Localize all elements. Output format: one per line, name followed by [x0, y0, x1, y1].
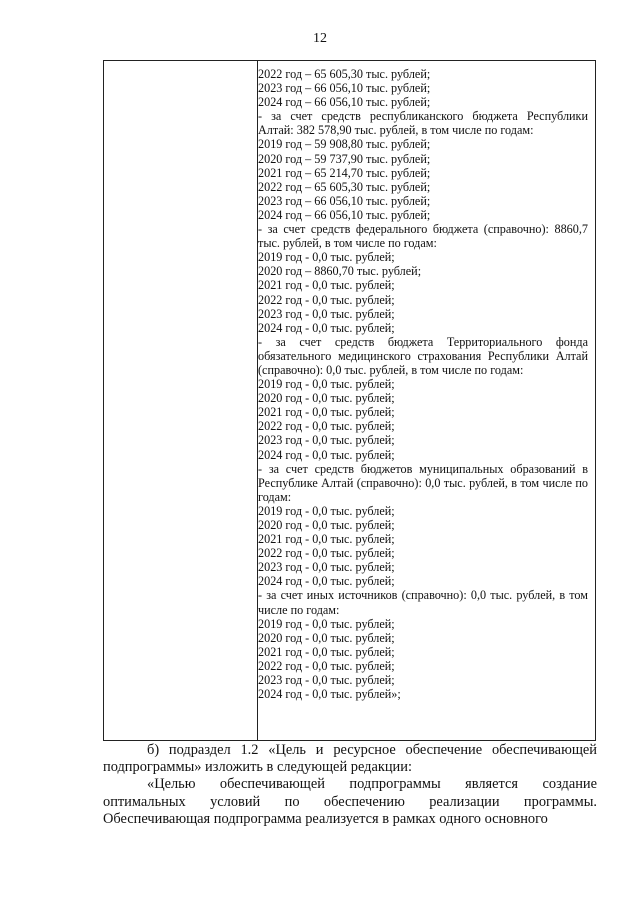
republican-budget-heading: - за счет средств республиканского бюджета Республики Алтай: 382 578,90 тыс. рублей, в том числе по годам:: [258, 109, 588, 138]
oms-line: 2023 год - 0,0 тыс. рублей;: [258, 433, 395, 448]
other-line: 2022 год - 0,0 тыс. рублей;: [258, 658, 395, 673]
other-line: 2023 год - 0,0 тыс. рублей;: [258, 673, 395, 688]
oms-line: 2022 год - 0,0 тыс. рублей;: [258, 419, 395, 434]
funding-table: [103, 60, 596, 741]
paragraph-goal: «Целью обеспечивающей подпрограммы является создание оптимальных условий по обеспечению реализации программы. Обеспечивающая подпрограмма реализуется в рамках одного основного: [103, 776, 597, 827]
other-sources-heading: - за счет иных источников (справочно): 0,0 тыс. рублей, в том числе по годам:: [258, 588, 588, 617]
table-line: 2024 год – 66 056,10 тыс. рублей;: [258, 95, 431, 110]
table-right-column: [258, 67, 588, 701]
federal-line: 2019 год - 0,0 тыс. рублей;: [258, 250, 395, 265]
paragraph-subsection: б) подраздел 1.2 «Цель и ресурсное обеспечение обеспечивающей подпрограммы» изложить в следующей редакции:: [103, 742, 597, 776]
republican-line: 2024 год – 66 056,10 тыс. рублей;: [258, 207, 431, 222]
republican-line: 2021 год – 65 214,70 тыс. рублей;: [258, 165, 431, 180]
federal-line: 2022 год - 0,0 тыс. рублей;: [258, 292, 395, 307]
other-line: 2019 год - 0,0 тыс. рублей;: [258, 616, 395, 631]
other-line: 2021 год - 0,0 тыс. рублей;: [258, 644, 395, 659]
republican-line: 2019 год – 59 908,80 тыс. рублей;: [258, 137, 431, 152]
federal-line: 2023 год - 0,0 тыс. рублей;: [258, 306, 395, 321]
federal-line: 2020 год – 8860,70 тыс. рублей;: [258, 264, 422, 279]
page-number: 12: [313, 31, 327, 46]
municipal-line: 2021 год - 0,0 тыс. рублей;: [258, 532, 395, 547]
republican-line: 2022 год – 65 605,30 тыс. рублей;: [258, 179, 431, 194]
table-line: 2023 год – 66 056,10 тыс. рублей;: [258, 81, 431, 96]
municipal-line: 2024 год - 0,0 тыс. рублей;: [258, 574, 395, 589]
oms-line: 2024 год - 0,0 тыс. рублей;: [258, 447, 395, 462]
oms-fund-heading: - за счет средств бюджета Территориального фонда обязательного медицинского страхования Республики Алтай (справочно): 0,0 тыс. рублей, в том числе по годам:: [258, 334, 588, 377]
municipal-budget-heading: - за счет средств бюджетов муниципальных образований в Республике Алтай (справочно): 0,0 тыс. рублей, в том числе по годам:: [258, 461, 588, 504]
other-line: 2024 год - 0,0 тыс. рублей»;: [258, 687, 401, 702]
oms-line: 2021 год - 0,0 тыс. рублей;: [258, 405, 395, 420]
municipal-line: 2022 год - 0,0 тыс. рублей;: [258, 546, 395, 561]
federal-budget-heading: - за счет средств федерального бюджета (справочно): 8860,7 тыс. рублей, в том числе по годам:: [258, 222, 588, 251]
federal-line: 2021 год - 0,0 тыс. рублей;: [258, 278, 395, 293]
republican-line: 2020 год – 59 737,90 тыс. рублей;: [258, 151, 431, 166]
body-text: [103, 742, 597, 828]
oms-line: 2020 год - 0,0 тыс. рублей;: [258, 391, 395, 406]
municipal-line: 2019 год - 0,0 тыс. рублей;: [258, 503, 395, 518]
table-line: 2022 год – 65 605,30 тыс. рублей;: [258, 67, 431, 81]
municipal-line: 2023 год - 0,0 тыс. рублей;: [258, 560, 395, 575]
federal-line: 2024 год - 0,0 тыс. рублей;: [258, 320, 395, 335]
table-left-column: [104, 61, 258, 740]
other-line: 2020 год - 0,0 тыс. рублей;: [258, 630, 395, 645]
oms-line: 2019 год - 0,0 тыс. рублей;: [258, 377, 395, 392]
municipal-line: 2020 год - 0,0 тыс. рублей;: [258, 518, 395, 532]
republican-line: 2023 год – 66 056,10 тыс. рублей;: [258, 193, 431, 208]
